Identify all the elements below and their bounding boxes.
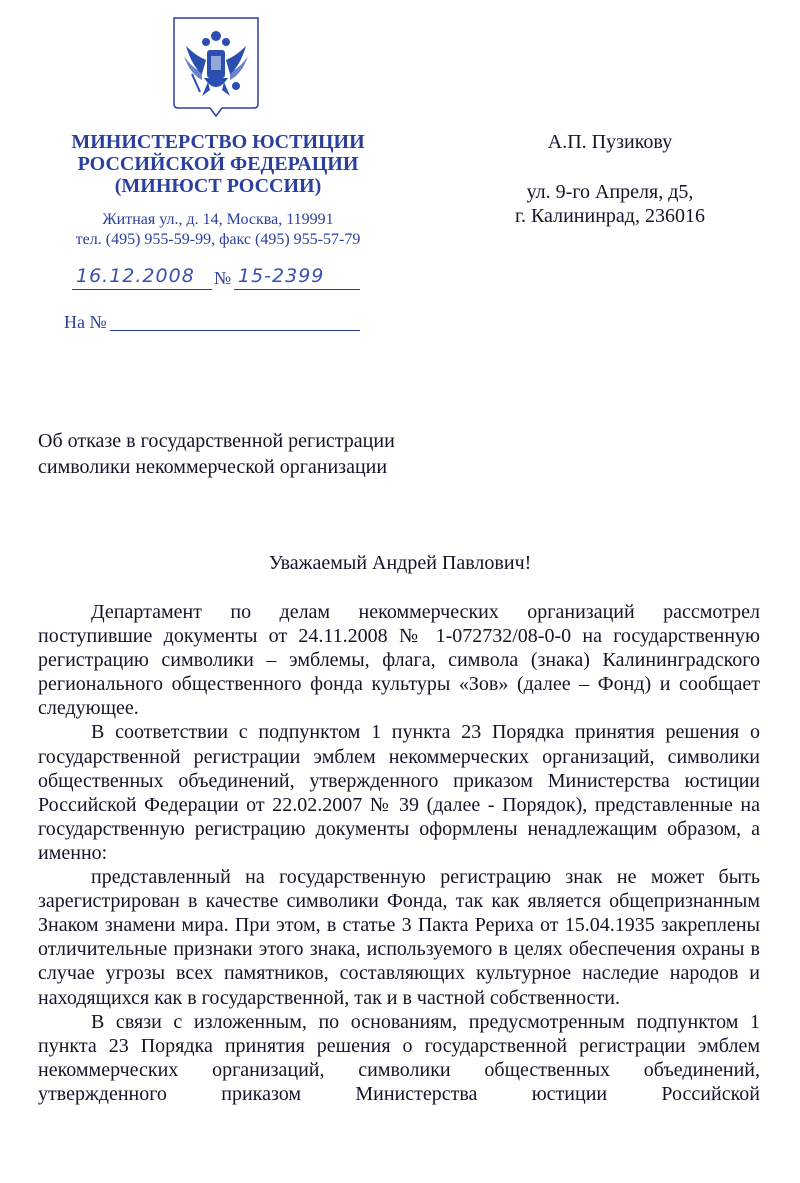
body-paragraph-4: В связи с изложенным, по основаниям, предусмотренным подпунктом 1 пункта 23 Порядка принятия решения о государственной регистрации эмблем некоммерческих организаций, символики общественных объединений, утвержденного приказом Министерства юстиции Российской [38,1010,760,1105]
reference-number-field [110,312,360,331]
ministry-address: Житная ул., д. 14, Москва, 119991 [102,211,334,228]
reference-label: На № [64,312,107,332]
recipient-street: ул. 9-го Апреля, д5, [526,181,694,203]
ministry-contacts: тел. (495) 955-59-99, факс (495) 955-57-79 [75,231,361,248]
recipient-city: г. Калининрад, 236016 [515,205,705,227]
body-paragraph-3: представленный на государственную регистрацию знак не может быть зарегистрирован в качестве символики Фонда, так как является общепризнанным Знаком знамени мира. При этом, в статье 3 Пакта Рериха от 15.04.1935 закреплены отличительные признаки этого знака, используемого в целях обеспечения охраны в случае угрозы всех памятников, составляющих культурное наследие народов и находящихся как в государственной, так и в частной собственности. [38,866,760,1009]
body-paragraph-2: В соответствии с подпунктом 1 пункта 23 Порядка принятия решения о государственной регистрации эмблем некоммерческих организаций, символики общественных объединений, утвержденного приказом Министерства юстиции Российской Федерации от 22.02.2007 № 39 (далее - Порядок), представленные на государственную регистрацию документы оформлены ненадлежащим образом, а именно: [38,721,760,864]
ministry-short-name: (МИНЮСТ РОССИИ) [114,175,322,197]
letter-subject [38,428,395,480]
coat-of-arms-icon [172,16,260,119]
outgoing-date: 16.12.2008 [76,265,195,287]
number-label: № [214,268,232,288]
recipient-name: А.П. Пузикову [547,131,673,153]
subject-line-2: символики некоммерческой организации [38,456,388,478]
greeting: Уважаемый Андрей Павлович! [268,552,532,574]
ministry-name-line1: МИНИСТЕРСТВО ЮСТИЦИИ [71,131,365,153]
outgoing-number-field [234,265,360,290]
subject-line-1: Об отказе в государственной регистрации [38,430,395,452]
letter-body [38,600,760,1106]
body-paragraph-1: Департамент по делам некоммерческих организаций рассмотрел поступившие документы от 24.11.2008 № 1-072732/08-0-0 на государственную регистрацию символики – эмблемы, флага, символа (знака) Калининградского регионального общественного фонда культуры «Зов» (далее – Фонд) и сообщает следующее. [38,601,760,720]
outgoing-number: 15-2399 [238,265,325,287]
outgoing-date-field [72,265,212,290]
ministry-name-line2: РОССИЙСКОЙ ФЕДЕРАЦИИ [77,153,359,175]
